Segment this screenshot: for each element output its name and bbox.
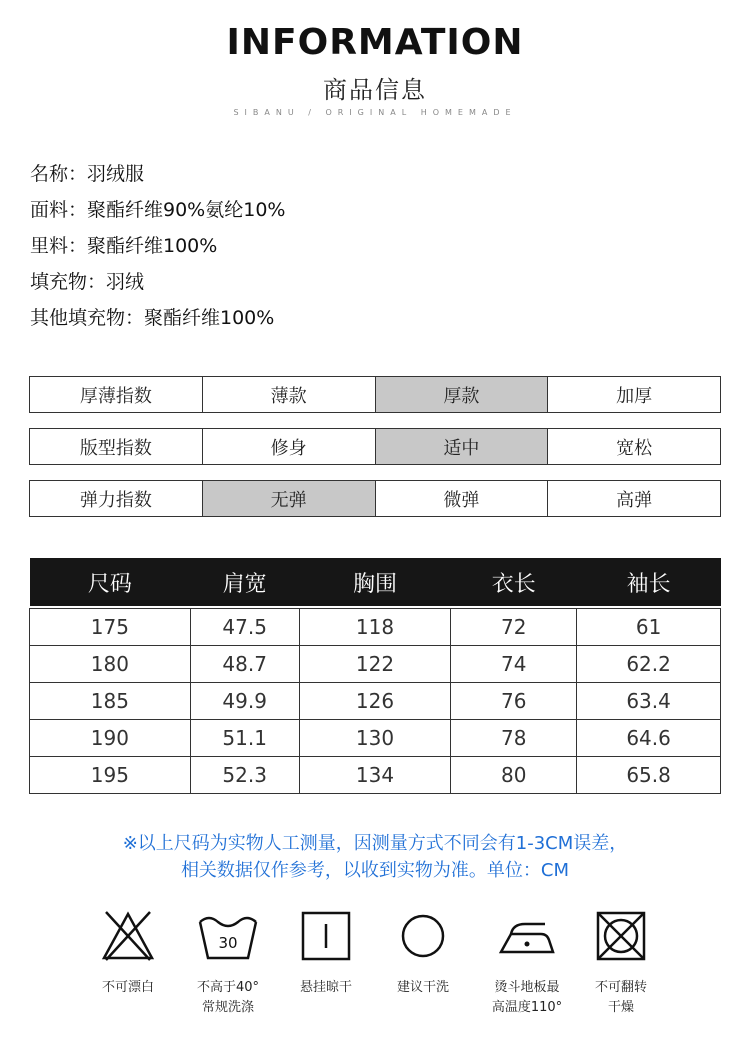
page-title: INFORMATION bbox=[226, 22, 524, 63]
care-label: 烫斗地板最 高温度110° bbox=[491, 980, 563, 1015]
info-other-filling: 其他填充物：聚酯纤维100% bbox=[30, 307, 275, 329]
care-hang-dry bbox=[276, 908, 376, 998]
info-filling: 填充物：羽绒 bbox=[30, 271, 145, 293]
header-sleeve: 袖长 bbox=[577, 558, 721, 606]
size-table bbox=[29, 558, 721, 794]
index-option: 加厚 bbox=[547, 377, 720, 412]
no-bleach-icon bbox=[98, 908, 158, 964]
table-cell: 175 bbox=[30, 608, 191, 645]
index-option: 适中 bbox=[375, 429, 548, 464]
care-no-bleach bbox=[78, 908, 178, 998]
care-label: 不可翻转 干燥 bbox=[594, 980, 647, 1015]
care-label: 悬挂晾干 bbox=[299, 980, 352, 995]
care-label: 不高于40° 常规洗涤 bbox=[196, 980, 260, 1015]
index-label: 厚薄指数 bbox=[79, 385, 152, 407]
index-label: 弹力指数 bbox=[79, 489, 152, 511]
header-chest: 胸围 bbox=[299, 558, 451, 606]
table-row bbox=[30, 756, 721, 793]
info-lining: 里料：聚酯纤维100% bbox=[30, 235, 218, 257]
care-label: 建议干洗 bbox=[396, 980, 449, 995]
table-cell: 122 bbox=[299, 645, 451, 682]
brand-tagline: SIBANU / ORIGINAL HOMEMADE bbox=[233, 108, 517, 117]
table-cell: 52.3 bbox=[190, 756, 299, 793]
wash-30-icon bbox=[196, 908, 260, 964]
table-cell: 47.5 bbox=[190, 608, 299, 645]
care-label: 不可漂白 bbox=[101, 980, 154, 995]
table-cell: 49.9 bbox=[190, 682, 299, 719]
svg-text:30: 30 bbox=[218, 934, 238, 952]
table-cell: 180 bbox=[30, 645, 191, 682]
table-row bbox=[30, 645, 721, 682]
table-cell: 134 bbox=[299, 756, 451, 793]
elasticity-index-row bbox=[29, 480, 721, 517]
table-cell: 48.7 bbox=[190, 645, 299, 682]
table-cell: 130 bbox=[299, 719, 451, 756]
info-name: 名称：羽绒服 bbox=[30, 163, 145, 185]
table-cell: 78 bbox=[451, 719, 577, 756]
page-subtitle: 商品信息 bbox=[323, 76, 427, 104]
table-cell: 51.1 bbox=[190, 719, 299, 756]
index-label: 版型指数 bbox=[79, 437, 152, 459]
index-option: 厚款 bbox=[375, 377, 548, 412]
table-row bbox=[30, 682, 721, 719]
header-size: 尺码 bbox=[30, 558, 191, 606]
no-tumble-dry-icon bbox=[593, 908, 649, 964]
measurement-note-line1: ※以上尺码为实物人工测量，因测量方式不同会有1-3CM误差， bbox=[122, 833, 628, 854]
table-cell: 118 bbox=[299, 608, 451, 645]
table-row bbox=[30, 608, 721, 645]
table-cell: 65.8 bbox=[577, 756, 721, 793]
header-length: 衣长 bbox=[451, 558, 577, 606]
care-iron bbox=[477, 908, 577, 1018]
table-cell: 74 bbox=[451, 645, 577, 682]
dry-clean-icon bbox=[395, 908, 451, 964]
index-option: 微弹 bbox=[375, 481, 548, 516]
table-cell: 62.2 bbox=[577, 645, 721, 682]
table-cell: 61 bbox=[577, 608, 721, 645]
table-row bbox=[30, 719, 721, 756]
index-option: 宽松 bbox=[547, 429, 720, 464]
iron-icon bbox=[495, 908, 559, 964]
size-table-header bbox=[30, 558, 721, 606]
table-cell: 64.6 bbox=[577, 719, 721, 756]
index-option: 薄款 bbox=[202, 377, 375, 412]
table-cell: 190 bbox=[30, 719, 191, 756]
thickness-index-row bbox=[29, 376, 721, 413]
care-no-tumble-dry bbox=[571, 908, 671, 1018]
index-option: 修身 bbox=[202, 429, 375, 464]
info-fabric: 面料：聚酯纤维90%氨纶10% bbox=[30, 199, 286, 221]
table-cell: 63.4 bbox=[577, 682, 721, 719]
hang-dry-icon bbox=[298, 908, 354, 964]
table-cell: 80 bbox=[451, 756, 577, 793]
table-cell: 185 bbox=[30, 682, 191, 719]
table-cell: 72 bbox=[451, 608, 577, 645]
table-cell: 195 bbox=[30, 756, 191, 793]
index-option: 无弹 bbox=[202, 481, 375, 516]
table-cell: 76 bbox=[451, 682, 577, 719]
product-info bbox=[30, 160, 285, 340]
measurement-note-line2: 相关数据仅作参考，以收到实物为准。单位：CM bbox=[180, 860, 570, 881]
care-dry-clean bbox=[373, 908, 473, 998]
index-option: 高弹 bbox=[547, 481, 720, 516]
care-wash-30 bbox=[178, 908, 278, 1018]
fit-index-row bbox=[29, 428, 721, 465]
table-cell: 126 bbox=[299, 682, 451, 719]
header-shoulder: 肩宽 bbox=[190, 558, 299, 606]
